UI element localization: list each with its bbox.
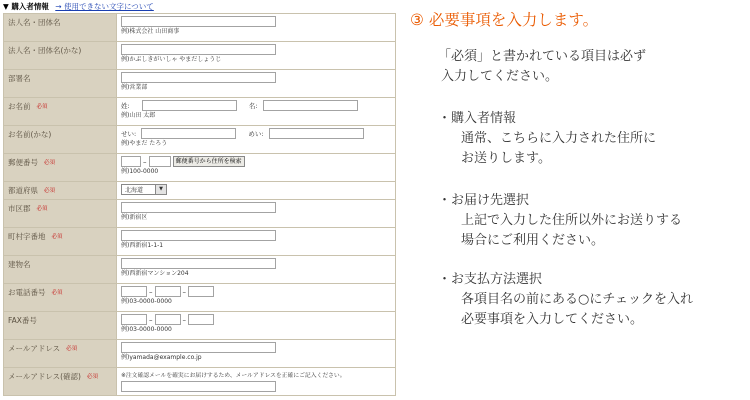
buyer-info-line-2: お送りします。: [461, 151, 551, 166]
town-input[interactable]: [121, 230, 276, 241]
email-input[interactable]: [121, 342, 276, 353]
delivery-line-1: 上記で入力した住所以外にお送りする: [461, 213, 683, 228]
department-example: 例)営業部: [121, 84, 148, 91]
prefecture-select[interactable]: 北海道 ▼: [121, 184, 167, 195]
required-badge: 必須: [44, 160, 56, 166]
row-building: [4, 256, 396, 284]
label-name: お名前 必須: [4, 98, 117, 126]
postal-search-button[interactable]: 郵便番号から住所を検索: [173, 156, 245, 167]
phone-first-input[interactable]: [121, 286, 147, 297]
mei-label: 名:: [248, 102, 258, 110]
label-name-kana: お名前(かな): [4, 126, 117, 154]
row-company-kana: [4, 42, 396, 70]
phone-third-input[interactable]: [188, 286, 214, 297]
section-header: [3, 0, 397, 13]
last-name-input[interactable]: [142, 100, 237, 111]
label-building: 建物名: [4, 256, 117, 284]
company-input[interactable]: [121, 16, 276, 27]
phone-example: 例)03-0000-0000: [121, 298, 172, 305]
purchaser-form-table: [3, 13, 396, 396]
mei-kana-label: めい:: [248, 130, 264, 138]
fax-first-input[interactable]: [121, 314, 147, 325]
required-badge: 必須: [44, 188, 56, 194]
unusable-characters-link[interactable]: → 使用できない文字について: [55, 2, 154, 11]
fax-example: 例)03-0000-0000: [121, 326, 172, 333]
required-badge: 必須: [86, 374, 98, 380]
label-email: メールアドレス 必須: [4, 340, 117, 368]
label-prefecture: 都道府県 必須: [4, 182, 117, 200]
fax-third-input[interactable]: [188, 314, 214, 325]
step-title: ③ 必要事項を入力します。: [410, 11, 599, 29]
delivery-heading: ・お届け先選択: [438, 193, 530, 208]
label-postal: 郵便番号 必須: [4, 154, 117, 182]
company-kana-input[interactable]: [121, 44, 276, 55]
required-badge: 必須: [51, 290, 63, 296]
row-company: [4, 14, 396, 42]
label-department: 部署名: [4, 70, 117, 98]
row-postal: 郵便番号 必須 – 郵便番号から住所を検索 例)100-0000: [4, 154, 396, 182]
building-example: 例)西新宿マンション204: [121, 270, 189, 277]
intro-line-2: 入力してください。: [441, 69, 559, 84]
postal-example: 例)100-0000: [121, 168, 159, 175]
label-city: 市区郡 必須: [4, 200, 117, 228]
email-confirm-input[interactable]: [121, 381, 276, 392]
label-email-confirm: メールアドレス(確認) 必須: [4, 368, 117, 396]
row-phone: お電話番号 必須 – – 例)03-0000-0000: [4, 284, 396, 312]
row-fax: FAX番号 – – 例)03-0000-0000: [4, 312, 396, 340]
label-phone: お電話番号 必須: [4, 284, 117, 312]
label-fax: FAX番号: [4, 312, 117, 340]
building-input[interactable]: [121, 258, 276, 269]
payment-heading: ・お支払方法選択: [438, 272, 543, 287]
intro-line-1: 「必須」と書かれている項目は必ず: [438, 49, 647, 64]
name-kana-example: 例)やまだ たろう: [121, 140, 168, 147]
row-city: [4, 200, 396, 228]
company-kana-example: 例)かぶしきがいしゃ やまだしょうじ: [121, 56, 222, 63]
last-name-kana-input[interactable]: [141, 128, 236, 139]
first-name-input[interactable]: [263, 100, 358, 111]
delivery-line-2: 場合にご利用ください。: [461, 233, 605, 248]
payment-line-2: 必要事項を入力してください。: [461, 312, 644, 327]
section-title: ▼ 購入者情報: [3, 2, 49, 11]
company-example: 例)株式会社 山田商事: [121, 28, 180, 35]
email-example: 例)yamada@example.co.jp: [121, 354, 202, 361]
label-company-kana: 法人名・団体名(かな): [4, 42, 117, 70]
department-input[interactable]: [121, 72, 276, 83]
required-badge: 必須: [36, 206, 48, 212]
label-company: 法人名・団体名: [4, 14, 117, 42]
name-example: 例)山田 太郎: [121, 112, 156, 119]
row-town: [4, 228, 396, 256]
row-name: [4, 98, 396, 126]
chevron-down-icon: ▼: [155, 185, 166, 194]
row-department: [4, 70, 396, 98]
postal-code-second-input[interactable]: [149, 156, 171, 167]
city-example: 例)新宿区: [121, 214, 148, 221]
purchaser-form: [3, 0, 397, 398]
first-name-kana-input[interactable]: [269, 128, 364, 139]
city-input[interactable]: [121, 202, 276, 213]
sei-label: 姓:: [121, 102, 130, 110]
required-badge: 必須: [51, 234, 63, 240]
sei-kana-label: せい:: [121, 130, 137, 138]
row-prefecture: [4, 182, 396, 200]
required-badge: 必須: [66, 346, 78, 352]
buyer-info-heading: ・購入者情報: [438, 111, 517, 126]
label-town: 町村字番地 必須: [4, 228, 117, 256]
row-email: [4, 340, 396, 368]
row-email-confirm: [4, 368, 396, 396]
town-example: 例)西新宿1-1-1: [121, 242, 164, 249]
buyer-info-line-1: 通常、こちらに入力された住所に: [461, 131, 657, 146]
required-badge: 必須: [36, 104, 48, 110]
phone-second-input[interactable]: [155, 286, 181, 297]
row-name-kana: [4, 126, 396, 154]
email-confirm-note: ※注文確認メールを確実にお届けするため、メールアドレスを正確にご記入ください。: [121, 373, 346, 379]
payment-line-1: 各項目名の前にある○にチェックを入れ: [461, 292, 693, 307]
postal-code-first-input[interactable]: [121, 156, 141, 167]
fax-second-input[interactable]: [155, 314, 181, 325]
